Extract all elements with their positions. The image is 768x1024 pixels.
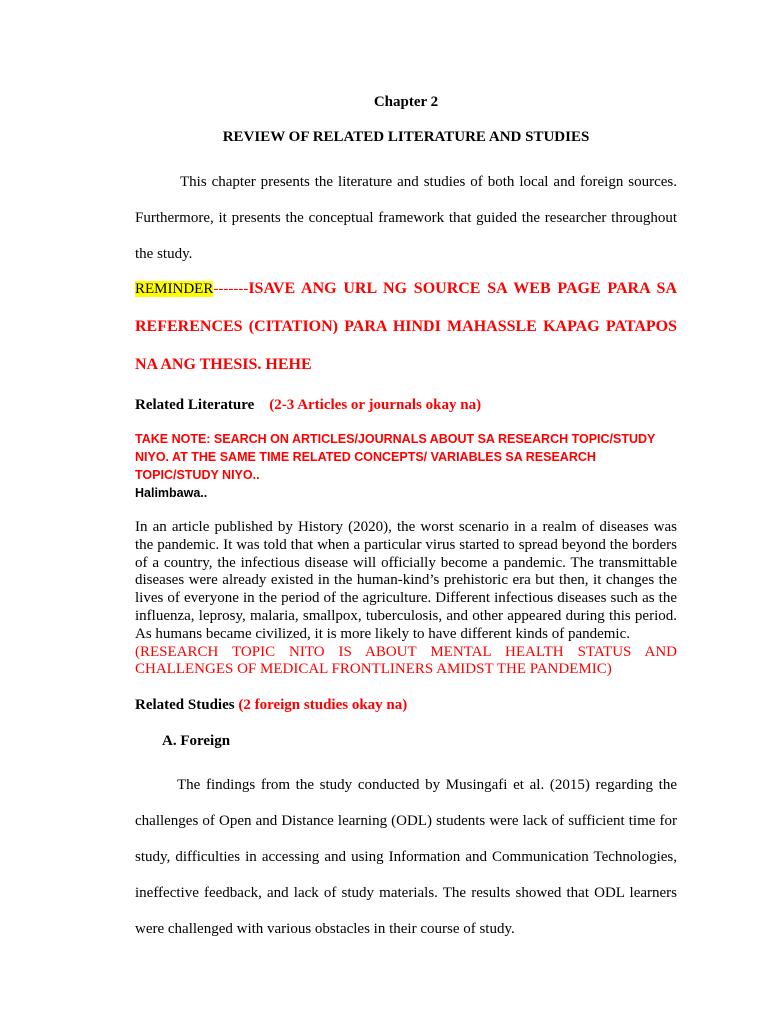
intro-paragraph: This chapter presents the literature and studies of both local and foreign sources. Furthermore, it presents the conceptual framework that guided the researcher throughout the study. <box>135 174 677 262</box>
example-emphasis: (RESEARCH TOPIC NITO IS ABOUT MENTAL HEALTH STATUS AND CHALLENGES OF MEDICAL FRONTLINERS AMIDST THE PANDEMIC) <box>135 643 677 678</box>
example-label: Halimbawa.. <box>135 486 208 500</box>
related-studies-note: (2 foreign studies okay na) <box>238 697 408 713</box>
related-literature-note: (2-3 Articles or journals okay na) <box>269 397 482 413</box>
related-literature-heading <box>135 397 677 414</box>
take-note: TAKE NOTE: SEARCH ON ARTICLES/JOURNALS ABOUT SA RESEARCH TOPIC/STUDY NIYO. AT THE SAME TIME RELATED CONCEPTS/ VARIABLES SA RESEARCH TOPIC/STUDY NIYO.. <box>135 432 656 482</box>
reminder-note <box>135 270 677 384</box>
related-studies-heading <box>135 697 677 714</box>
reminder-label: REMINDER <box>135 281 214 297</box>
reminder-dashes: ------- <box>213 281 249 297</box>
example-block <box>135 519 677 679</box>
chapter-title: REVIEW OF RELATED LITERATURE AND STUDIES <box>222 129 590 145</box>
foreign-subheading: A. Foreign <box>162 733 231 749</box>
chapter-label: Chapter 2 <box>373 94 439 110</box>
related-literature-title: Related Literature <box>135 397 255 413</box>
reminder-text: ISAVE ANG URL NG SOURCE SA WEB PAGE PARA SA REFERENCES (CITATION) PARA HINDI MAHASSLE KAPAG PATAPOS NA ANG THESIS. HEHE <box>135 280 677 373</box>
related-studies-title: Related Studies <box>135 697 235 713</box>
example-paragraph: In an article published by History (2020), the worst scenario in a realm of diseases was the pandemic. It was told that when a particular virus started to spread beyond the borders of a country, the infectious disease will officially become a pandemic. The transmittable diseases were already existed in the human-kind’s prehistoric era but then, it changes the lives of everyone in the period of the agriculture. Different infectious diseases such as the influenza, leprosy, malaria, smallpox, tuberculosis, and other appeared during this period. As humans became civilized, it is more likely to have different kinds of pandemic. <box>135 519 677 642</box>
findings-paragraph: The findings from the study conducted by Musingafi et al. (2015) regarding the challenges of Open and Distance learning (ODL) students were lack of sufficient time for study, difficulties in accessing and using Information and Communication Technologies, ineffective feedback, and lack of study materials. The results showed that ODL learners were challenged with various obstacles in their course of study. <box>135 777 677 937</box>
